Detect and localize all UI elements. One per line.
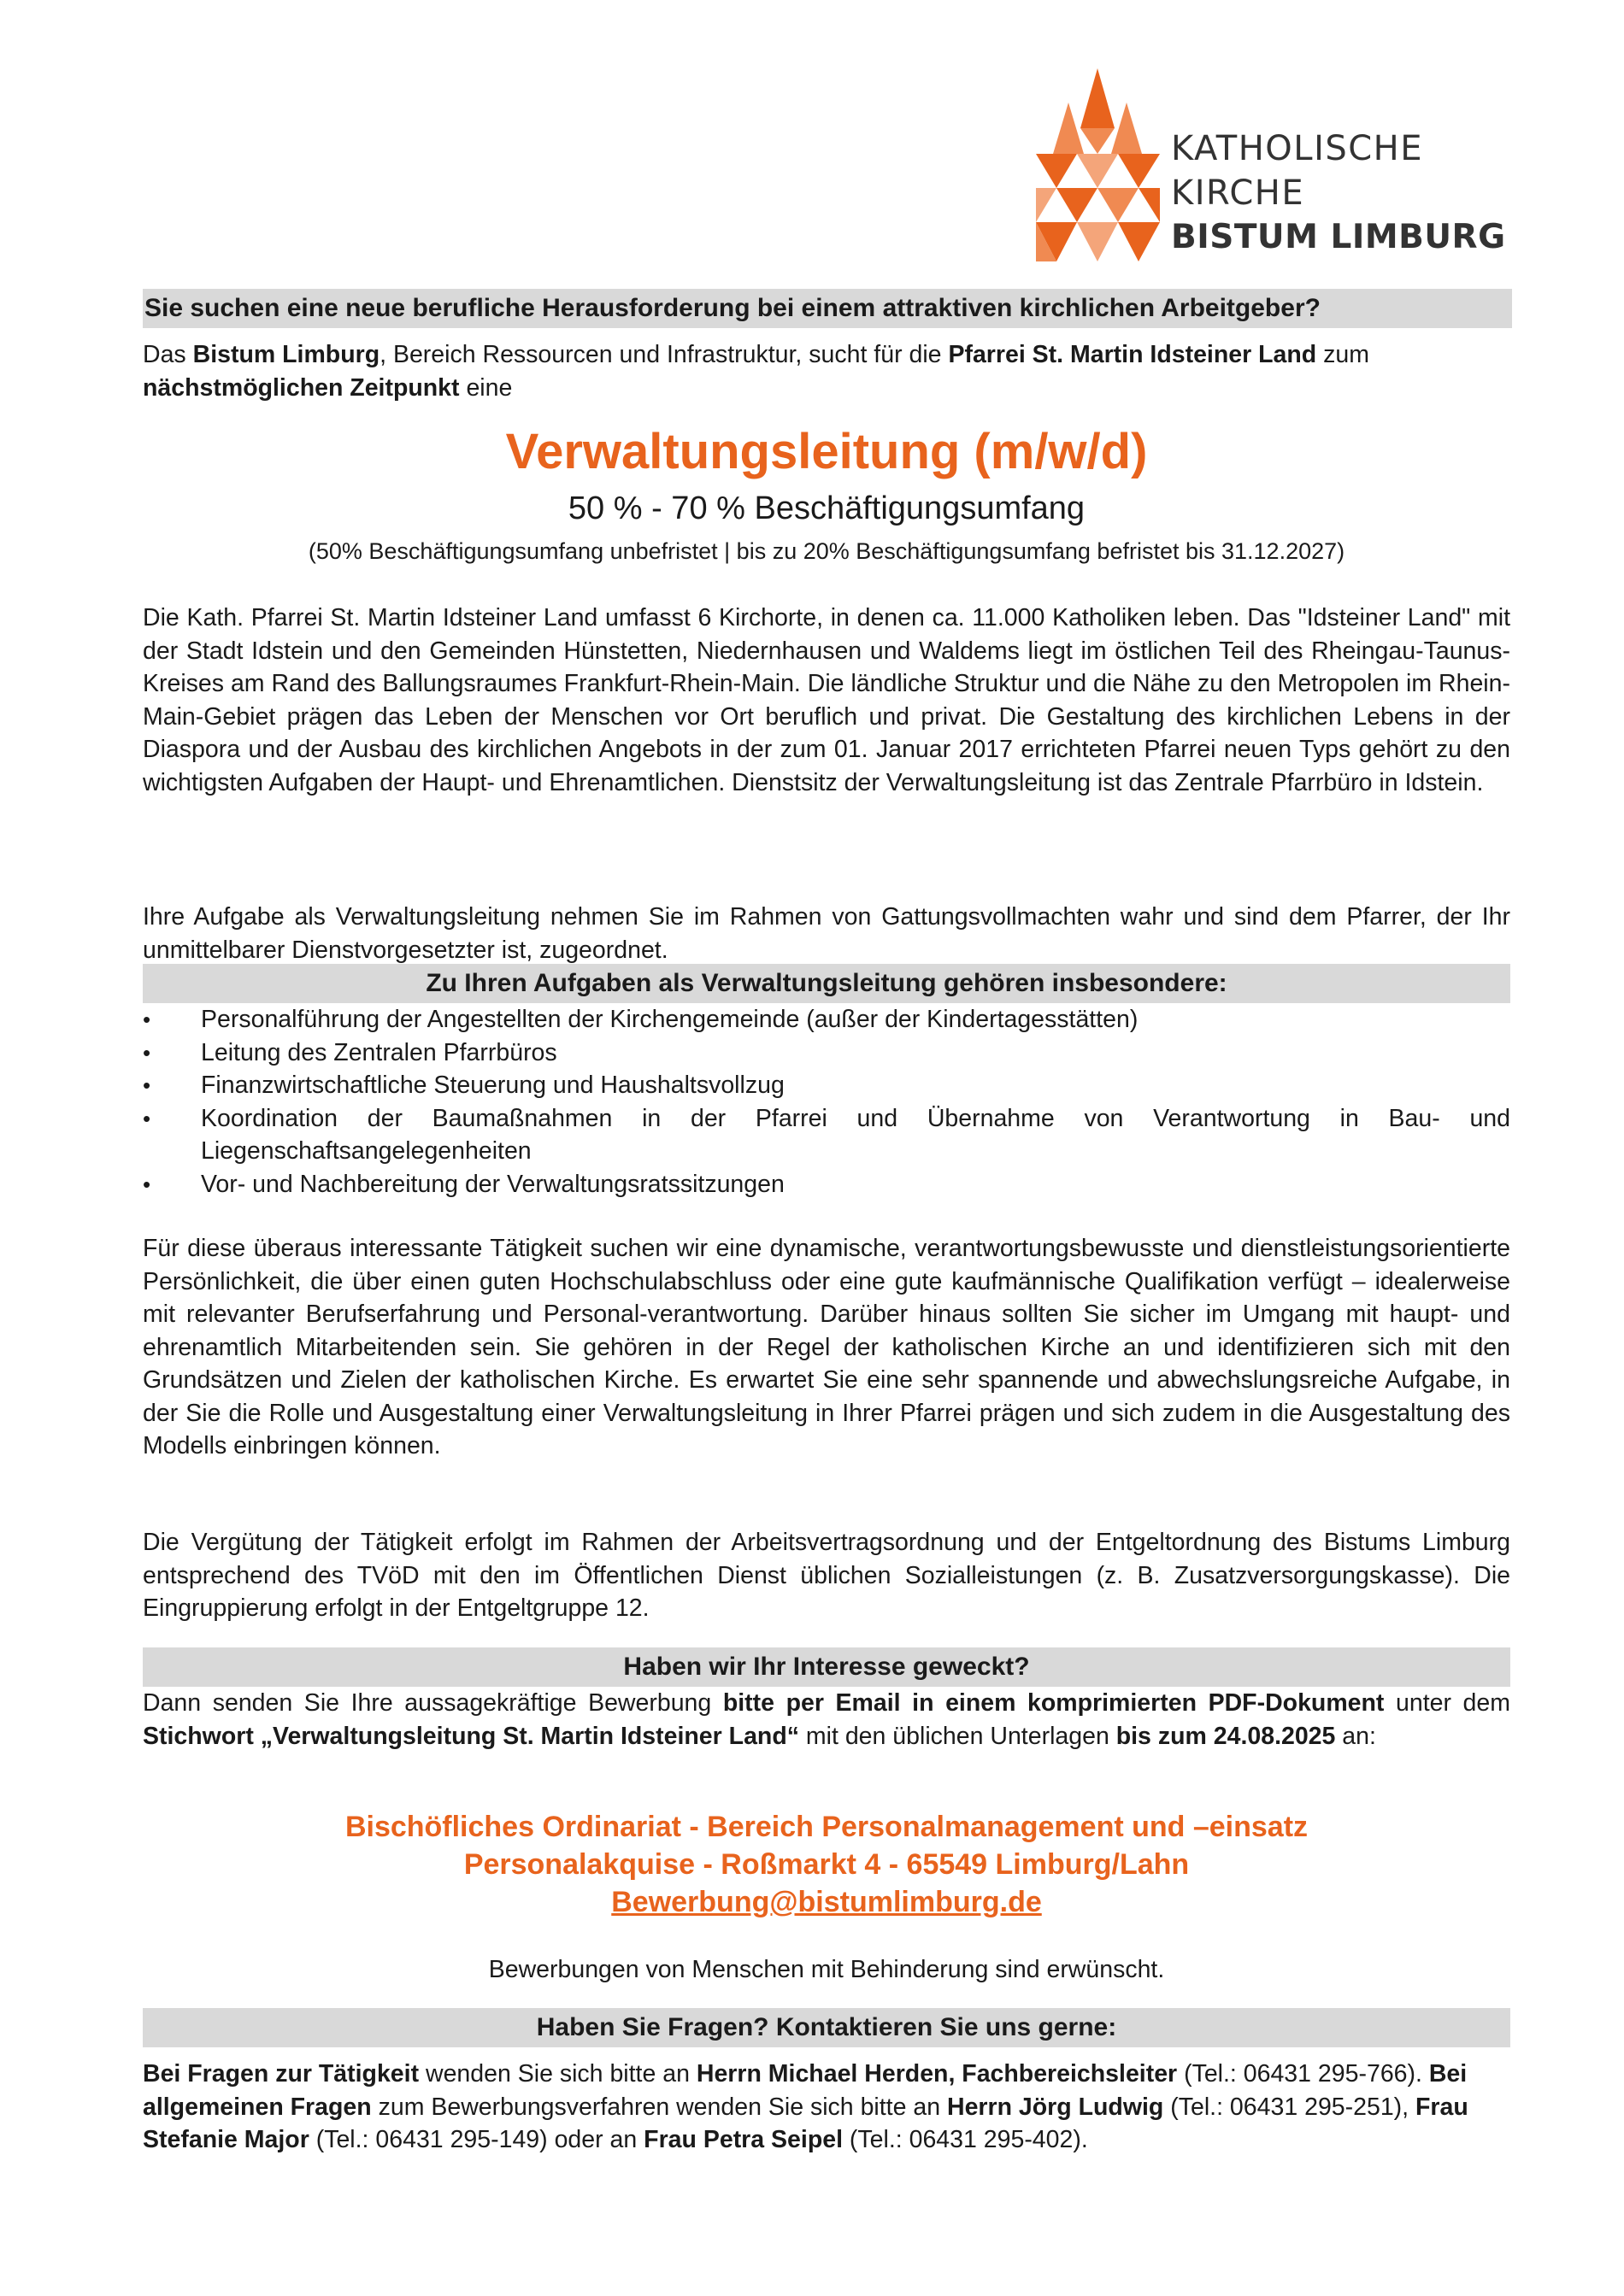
contact-address: Personalakquise - Roßmarkt 4 - 65549 Limburg/Lahn <box>463 1848 1190 1881</box>
pay-paragraph: Die Vergütung der Tätigkeit erfolgt im Rahmen der Arbeitsvertragsordnung und der Entgeltordnung des Bistums Limburg entsprechend des TVöD mit den im Öffentlichen Dienst üblichen Sozialleistungen (z. B. Zusatzversorgungskasse). Die Eingruppierung erfolgt in der Entgeltgruppe 12. <box>143 1529 1510 1622</box>
intro-diocese: Bistum Limburg <box>192 341 380 368</box>
job-scope: 50 % - 70 % Beschäftigungsumfang <box>568 490 1086 526</box>
church-logo-icon <box>1036 68 1160 261</box>
list-item: • Personalführung der Angestellten der Kirchengemeinde (außer der Kindertagesstätten) <box>143 1003 1510 1036</box>
job-title: Verwaltungsleitung (m/w/d) <box>505 424 1148 479</box>
tasks-heading-bar: Zu Ihren Aufgaben als Verwaltungsleitung gehören insbesondere: <box>143 964 1510 1003</box>
intro-paragraph: Das Bistum Limburg, Bereich Ressourcen und Infrastruktur, sucht für die Pfarrei St. Martin Idsteiner Land zum nächstmöglichen Zeitpunkt eine <box>143 341 1369 402</box>
parish-paragraph: Die Kath. Pfarrei St. Martin Idsteiner Land umfasst 6 Kirchorte, in denen ca. 11.000 Katholiken leben. Das "Idsteiner Land" mit der Stadt Idstein und den Gemeinden Hünstetten, Niedernhausen und Waldems liegt im östlichen Teil des Rheingau-Taunus-Kreises am Rand des Ballungsraumes Frankfurt-Rhein-Main. Die ländliche Struktur und die Nähe zu den Metropolen im Rhein-Main-Gebiet prägen das Leben der Menschen vor Ort beruflich und privat. Die Gestaltung des kirchlichen Lebens in der Diaspora und der Ausbau des kirchlichen Angebots in der zum 01. Januar 2017 errichteten Pfarrei neuen Typs gehört zu den wichtigsten Aufgaben der Haupt- und Ehrenamtlichen. Dienstsitz der Verwaltungsleitung ist das Zentrale Pfarrbüro in Idstein. <box>143 604 1510 796</box>
contact-office: Bischöfliches Ordinariat - Bereich Personalmanagement und –einsatz <box>344 1811 1309 1843</box>
interest-heading-bar: Haben wir Ihr Interesse geweckt? <box>143 1647 1510 1687</box>
list-item: • Vor- und Nachbereitung der Verwaltungsratssitzungen <box>143 1168 1510 1201</box>
logo-line-2: KIRCHE <box>1171 173 1305 213</box>
list-item: • Leitung des Zentralen Pfarrbüros <box>143 1036 1510 1070</box>
intro-start: nächstmöglichen Zeitpunkt <box>143 373 460 402</box>
questions-paragraph: Bei Fragen zur Tätigkeit wenden Sie sich bitte an Herrn Michael Herden, Fachbereichsleiter (Tel.: 06431 295-766). Bei allgemeinen Fragen zum Bewerbungsverfahren wenden Sie sich bitte an Herrn Jörg Ludwig (Tel.: 06431 295-251), Frau Stefanie Major (Tel.: 06431 295-149) oder an Frau Petra Seipel (Tel.: 06431 295-402). <box>143 2060 1468 2153</box>
profile-paragraph: Für diese überaus interessante Tätigkeit suchen wir eine dynamische, verantwortungsbewusste und dienstleistungsorientierte Persönlichkeit, die über einen guten Hochschulabschluss oder eine gute kaufmännische Qualifikation verfügt – idealerweise mit relevanter Berufserfahrung und Personal-verantwortung. Darüber hinaus sollten Sie sicher im Umgang mit haupt- und ehrenamtlich Mitarbeitenden sein. Sie gehören in der Regel der katholischen Kirche an und identifizieren sich mit den Grundsätzen und Zielen der katholischen Kirche. Es erwartet Sie eine sehr spannende und abwechslungsreiche Aufgabe, in der Sie die Rolle und Ausgestaltung einer Verwaltungsleitung in Ihrer Pfarrei prägen und sich zudem in die Ausgestaltung des Modells einbringen können. <box>143 1235 1510 1459</box>
contact-email-link[interactable]: Bewerbung@bistumlimburg.de <box>611 1886 1042 1918</box>
role-paragraph: Ihre Aufgabe als Verwaltungsleitung nehmen Sie im Rahmen von Gattungsvollmachten wahr und sind dem Pfarrer, der Ihr unmittelbarer Dienstvorgesetzter ist, zugeordnet. <box>143 903 1510 964</box>
logo-line-1: KATHOLISCHE <box>1171 129 1424 168</box>
disability-note: Bewerbungen von Menschen mit Behinderung sind erwünscht. <box>488 1956 1165 1983</box>
apply-paragraph: Dann senden Sie Ihre aussagekräftige Bewerbung bitte per Email in einem komprimierten PDF-Dokument unter dem Stichwort „Verwaltungsleitung St. Martin Idsteiner Land“ mit den üblichen Unterlagen bis zum 24.08.2025 an: <box>143 1689 1510 1750</box>
list-item: • Koordination der Baumaßnahmen in der Pfarrei und Übernahme von Verantwortung in Bau- und Liegenschaftsangelegenheiten <box>143 1102 1510 1168</box>
intro-parish: Pfarrei St. Martin Idsteiner Land <box>948 341 1317 368</box>
logo <box>1036 68 1515 265</box>
tasks-list <box>143 1003 1510 1201</box>
contact-block <box>143 1808 1510 1921</box>
intro-heading-bar: Sie suchen eine neue berufliche Herausforderung bei einem attraktiven kirchlichen Arbeitgeber? <box>143 289 1512 328</box>
logo-line-3: BISTUM LIMBURG <box>1171 218 1506 256</box>
job-scope-note: (50% Beschäftigungsumfang unbefristet | bis zu 20% Beschäftigungsumfang befristet bis 31.12.2027) <box>308 538 1345 564</box>
questions-heading-bar: Haben Sie Fragen? Kontaktieren Sie uns gerne: <box>143 2008 1510 2047</box>
list-item: • Finanzwirtschaftliche Steuerung und Haushaltsvollzug <box>143 1069 1510 1102</box>
